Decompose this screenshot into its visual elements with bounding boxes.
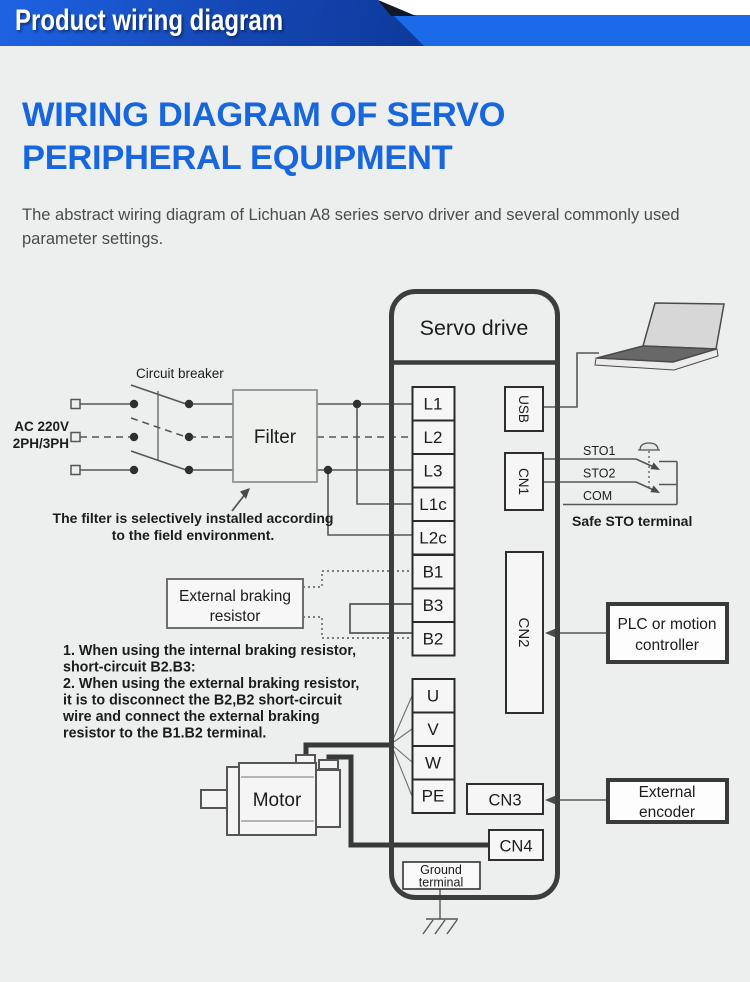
terminal-l2c: L2c (419, 528, 447, 548)
filter-label: Filter (253, 427, 297, 448)
ac-input-label-line1: AC 220V (14, 419, 69, 434)
braking-notes (62, 643, 359, 742)
svg-text:wire and connect the external: wire and connect the external braking (63, 709, 320, 725)
terminal-l1: L1 (423, 394, 443, 414)
page-title-line1: WIRING DIAGRAM OF SERVO (22, 96, 506, 134)
svg-text:it is to disconnect the B2,B2: it is to disconnect the B2,B2 short-circuit (63, 692, 342, 709)
svg-text:1. When using the internal bra: 1. When using the internal braking resistor, (63, 643, 357, 659)
terminal-b3: B3 (422, 596, 444, 615)
terminal-pe: PE (421, 786, 445, 806)
page-subtitle: The abstract wiring diagram of Lichuan A8 series servo driver and several commonly used parameter settings. (22, 206, 680, 248)
terminal-v: V (427, 720, 439, 739)
servo-drive-title: Servo drive (419, 316, 529, 340)
connector-cn3: CN3 (488, 791, 522, 810)
laptop-icon (595, 303, 724, 370)
ground-label-line1: Ground (420, 863, 462, 877)
sto1-label: STO1 (583, 444, 616, 458)
terminal-w: W (424, 753, 442, 773)
safe-sto-caption: Safe STO terminal (572, 513, 693, 529)
terminal-u: U (426, 686, 440, 706)
encoder-label-line2: encoder (638, 804, 696, 821)
sto-button-icon (638, 443, 660, 450)
connector-cn4: CN4 (499, 837, 533, 856)
resistor-label-line1: External braking (178, 588, 292, 605)
svg-text:resistor to the B1.B2 terminal: resistor to the B1.B2 terminal. (63, 725, 267, 742)
motor-label: Motor (252, 790, 302, 811)
connector-cn1: CN1 (516, 467, 531, 496)
connector-cn2: CN2 (515, 617, 532, 648)
connector-usb: USB (516, 395, 531, 423)
page-title-line2: PERIPHERAL EQUIPMENT (22, 139, 453, 177)
ac-terminal-squares (71, 400, 80, 475)
circuit-breaker-label: Circuit breaker (136, 366, 224, 381)
encoder-label-line1: External (638, 784, 696, 801)
resistor-label-line2: resistor (209, 608, 261, 625)
ground-label-line2: terminal (418, 875, 464, 890)
terminal-l3: L3 (423, 461, 443, 481)
banner-title: Product wiring diagram (15, 4, 284, 37)
terminal-l2: L2 (423, 428, 443, 447)
com-label: COM (583, 489, 613, 503)
terminal-l1c: L1c (419, 495, 447, 514)
filter-note-line2: to the field environment. (111, 527, 275, 543)
sto2-label: STO2 (583, 466, 616, 481)
terminal-b1: B1 (422, 562, 444, 582)
filter-note-line1: The filter is selectively installed according (52, 510, 334, 526)
svg-text:2. When using the external bra: 2. When using the external braking resistor, (63, 676, 360, 692)
svg-text:short-circuit B2.B3:: short-circuit B2.B3: (63, 659, 196, 676)
plc-label-line2: controller (635, 637, 699, 654)
plc-label-line1: PLC or motion (617, 616, 717, 633)
terminal-b2: B2 (422, 629, 444, 649)
ac-input-label-line2: 2PH/3PH (12, 436, 69, 451)
